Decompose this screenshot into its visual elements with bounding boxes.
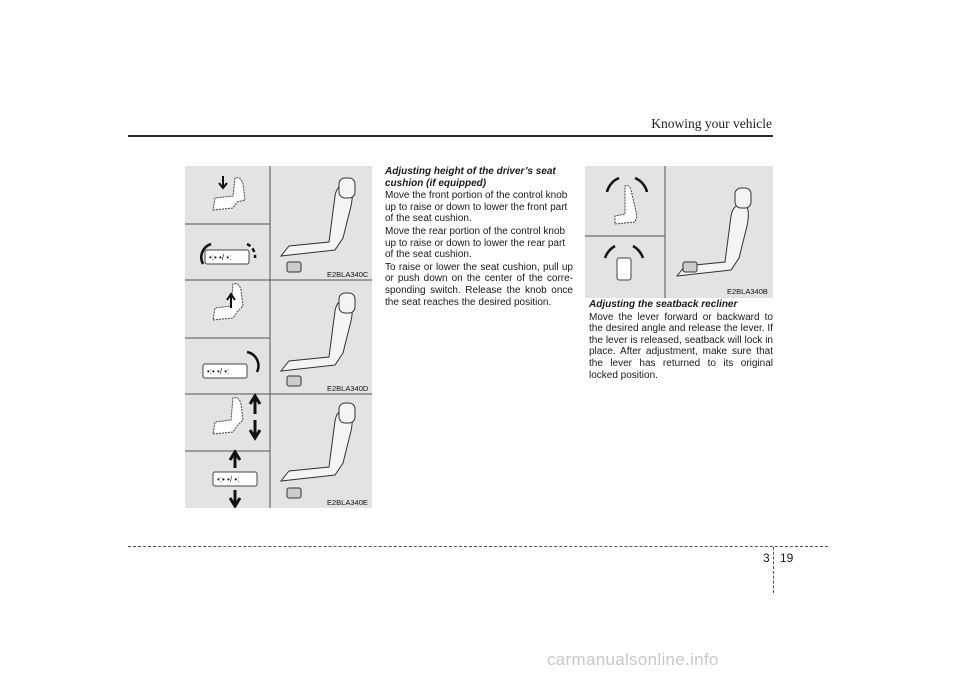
recliner-illustration	[585, 166, 773, 298]
seat-height-illustration	[185, 166, 372, 508]
seat-front-control-icon	[201, 244, 255, 264]
paragraph: To raise or lower the seat cushion, pull up or push down on the center of the corre-sponding switch. Release the knob once the seat reaches the desired position.	[385, 261, 573, 308]
heading-line: cushion (if equipped)	[385, 177, 487, 189]
svg-text:•:• •/ •:: •:• •/ •:	[207, 367, 230, 376]
seat-large-c	[281, 178, 355, 272]
figure-code: E2BLA340C	[327, 270, 369, 279]
seat-whole-raise-icon	[213, 396, 260, 438]
paragraph: Move the rear portion of the control knob up to raise or down to lower the rear part of the seat cushion.	[385, 225, 566, 261]
seat-height-figure	[185, 166, 372, 508]
seatback-tilt-icon	[607, 178, 647, 224]
seat-front-down-icon	[213, 176, 245, 210]
svg-text:•:• •/ •:: •:• •/ •:	[209, 253, 232, 262]
figure-code: E2BLA340B	[727, 287, 768, 296]
seat-large-b	[677, 188, 751, 276]
height-adjust-heading	[385, 166, 573, 189]
heading-line: Adjusting height of the driver’s seat	[385, 166, 556, 177]
seat-large-e	[281, 403, 355, 498]
watermark: carmanualsonline.info	[547, 650, 719, 669]
figure-code: E2BLA340E	[327, 498, 368, 507]
seat-large-d	[281, 293, 355, 386]
page-number: 19	[780, 551, 794, 565]
recliner-control-icon	[605, 246, 643, 280]
header-title: Knowing your vehicle	[651, 116, 772, 131]
recliner-figure	[585, 166, 773, 298]
seat-rear-up-icon	[213, 284, 243, 320]
recliner-heading: Adjusting the seatback recliner	[589, 299, 738, 310]
recliner-section	[589, 299, 773, 382]
paragraph: Move the front portion of the control knob up to raise or down to lower the front part of the seat cushion.	[385, 190, 568, 225]
footer-rule	[128, 546, 828, 547]
header-rule	[128, 135, 773, 137]
svg-text:•:• •/ •:: •:• •/ •:	[217, 475, 240, 484]
footer-divider	[773, 547, 774, 593]
chapter-number: 3	[763, 551, 770, 565]
seat-rear-control-icon	[203, 352, 258, 378]
seat-whole-control-icon	[213, 452, 257, 506]
figure-code: E2BLA340D	[327, 384, 369, 393]
height-adjust-section	[385, 166, 573, 309]
paragraph: Move the lever forward or backward to the desired angle and release the lever. If the lever is released, seatback will lock in place. After adjustment, make sure that the lever has returned to its original locked position.	[589, 311, 773, 381]
